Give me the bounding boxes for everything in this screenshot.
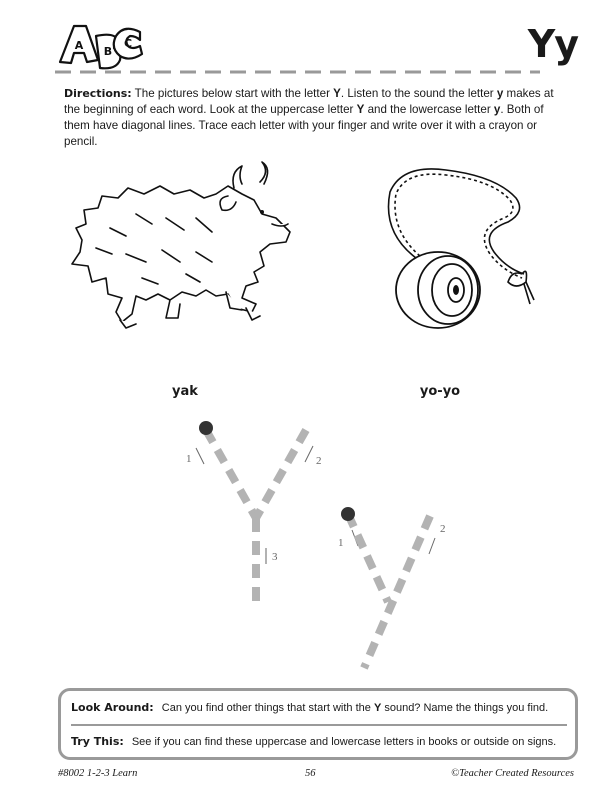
try-this-row xyxy=(71,725,567,758)
uppercase-stroke-3-number: 3 xyxy=(272,551,278,563)
look-around-row xyxy=(71,691,567,726)
try-this-label: Try This: xyxy=(71,735,124,748)
directions-bold-1: Y xyxy=(333,87,341,100)
directions-text-3: makes at the beginning of each word. Look at the uppercase letter xyxy=(64,87,554,116)
uppercase-y-trace xyxy=(206,430,306,610)
yak-caption: yak xyxy=(172,384,198,399)
directions-text-4: and the lowercase letter xyxy=(364,103,494,116)
logo-letter-c: C xyxy=(123,37,133,50)
directions-text-2: . Listen to the sound the letter xyxy=(340,87,497,100)
footer-book-code: #8002 1-2-3 Learn xyxy=(58,768,138,779)
uppercase-stroke-1-number: 1 xyxy=(186,453,192,465)
directions-bold-2: y xyxy=(496,87,504,100)
lowercase-start-dot xyxy=(341,507,355,521)
lowercase-y-trace xyxy=(348,514,430,668)
look-around-text-2: sound? Name the things you find. xyxy=(381,702,549,714)
lowercase-stroke-2-number: 2 xyxy=(440,523,446,535)
look-around-bold: Y xyxy=(373,702,382,714)
directions-bold-4: y xyxy=(493,103,501,116)
look-around-label: Look Around: xyxy=(71,701,154,714)
logo-letter-a: A xyxy=(74,39,84,52)
uppercase-stroke-2-number: 2 xyxy=(316,455,322,467)
look-around-text-1: Can you find other things that start with the xyxy=(158,702,374,714)
directions-bold-3: Y xyxy=(356,103,365,116)
letter-title: Yy xyxy=(527,22,578,66)
directions-text-1: The pictures below start with the letter xyxy=(131,87,334,100)
directions-label: Directions: xyxy=(64,87,132,100)
yo-yo-caption: yo-yo xyxy=(419,384,461,399)
footer-publisher: ©Teacher Created Resources xyxy=(451,768,574,779)
activity-box xyxy=(58,688,578,760)
directions-text-5: . Both of them have diagonal lines. Trace each letter with your finger and write over it with a crayon or pencil. xyxy=(64,103,544,148)
footer-page-number: 56 xyxy=(305,768,316,779)
uppercase-start-dot xyxy=(199,421,213,435)
logo-letter-b: B xyxy=(103,45,113,58)
lowercase-stroke-1-number: 1 xyxy=(338,537,344,549)
try-this-text: See if you can find these uppercase and lowercase letters in books or outside on signs. xyxy=(128,736,557,748)
